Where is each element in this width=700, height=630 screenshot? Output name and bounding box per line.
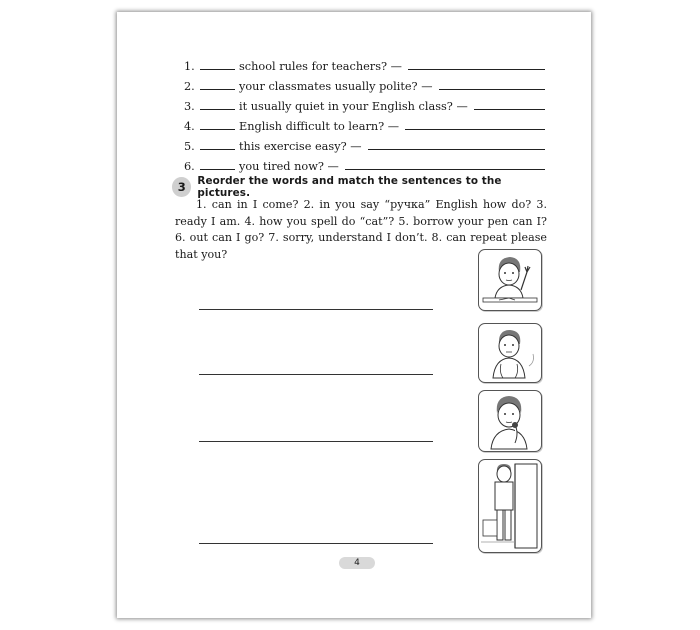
picture-card [478,249,542,311]
question-row [184,117,545,133]
answer-line[interactable] [199,441,433,442]
boy-thinking-icon [479,391,541,451]
question-row [184,77,545,93]
picture-card [478,323,542,383]
question-blank[interactable] [200,88,235,90]
workbook-page [117,12,591,618]
question-row [184,97,545,113]
boy-at-door-icon [479,460,541,552]
answer-line[interactable] [199,374,433,375]
question-number: 3. [184,100,195,113]
question-text: school rules for teachers? — [239,60,402,73]
exercise-text: 1. can in I come? 2. in you say “ручка” English how do? 3. ready I am. 4. how you spell do “cat”? 5. borrow your pen can I? 6. out can I go? 7. sorry, understand I don’t. 8. can repeat please that you? [175,198,547,261]
question-text: this exercise easy? — [239,140,362,153]
question-blank[interactable] [200,128,235,130]
question-row [184,137,545,153]
answer-blank[interactable] [474,108,545,110]
page-number: 4 [339,557,375,569]
question-number: 2. [184,80,195,93]
question-text: it usually quiet in your English class? — [239,100,468,113]
answer-blank[interactable] [439,88,546,90]
question-text: you tired now? — [239,160,339,173]
question-text: English difficult to learn? — [239,120,400,133]
question-blank[interactable] [200,108,235,110]
answer-line[interactable] [199,309,433,310]
answer-blank[interactable] [405,128,545,130]
exercise-header [172,177,547,197]
question-blank[interactable] [200,68,235,70]
answer-blank[interactable] [368,148,545,150]
answer-blank[interactable] [408,68,545,70]
question-row [184,157,545,173]
question-text: your classmates usually polite? — [239,80,433,93]
question-blank[interactable] [200,148,235,150]
question-number: 1. [184,60,195,73]
exercise-title: Reorder the words and match the sentences to the pictures. [197,175,502,199]
picture-card [478,390,542,452]
answer-line[interactable] [199,543,433,544]
picture-card [478,459,542,553]
question-blank[interactable] [200,168,235,170]
exercise-number-badge: 3 [172,177,191,197]
question-number: 5. [184,140,195,153]
answer-blank[interactable] [345,168,545,170]
question-row [184,57,545,73]
question-number: 4. [184,120,195,133]
question-number: 6. [184,160,195,173]
boy-raising-hand-icon [479,250,541,310]
boy-confused-icon [479,324,541,382]
